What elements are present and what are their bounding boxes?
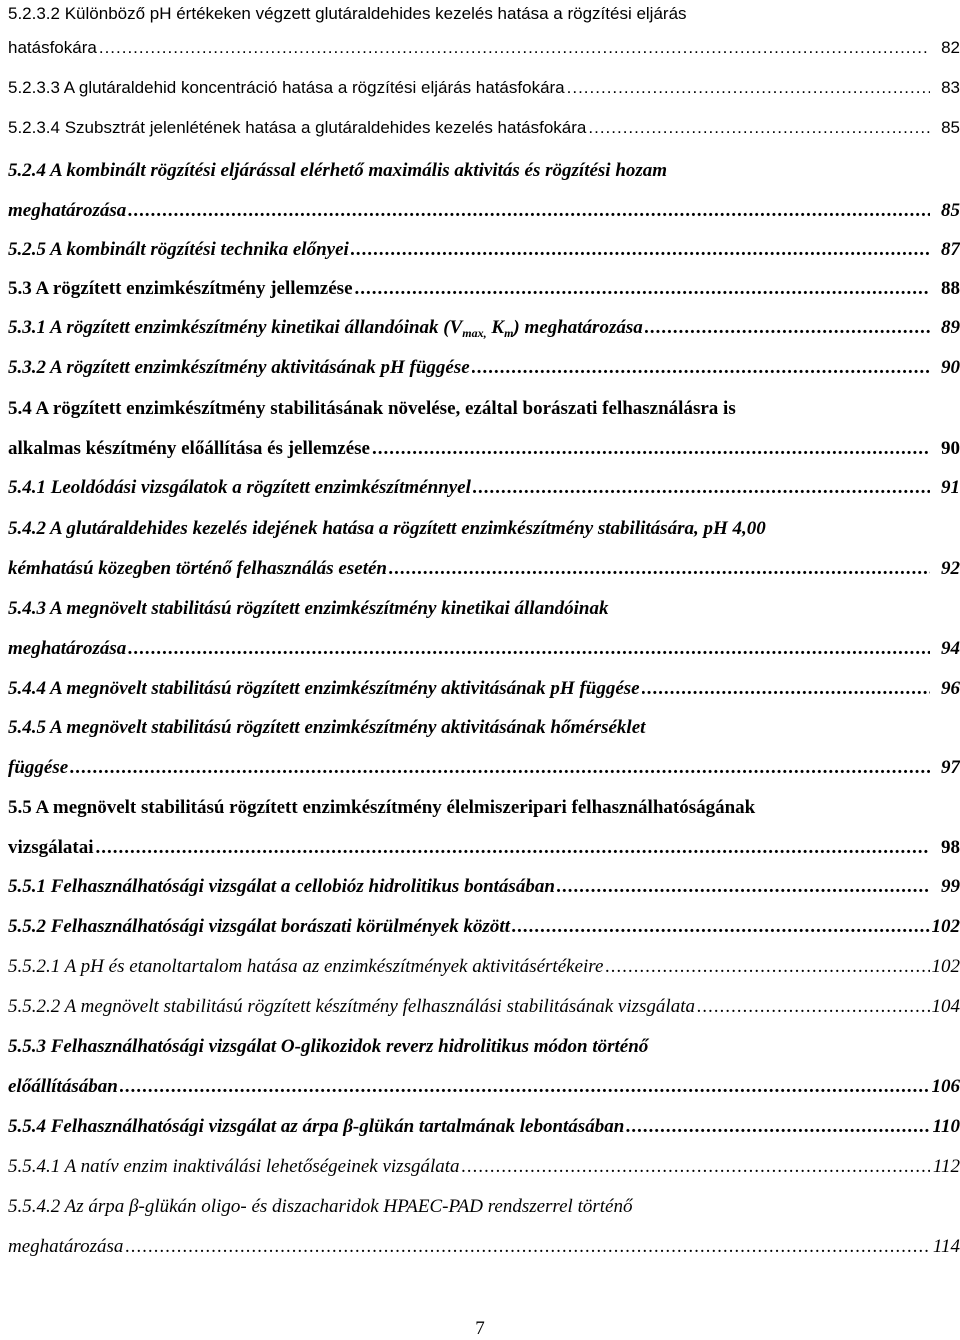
toc-entry-title: 5.2.3.2 Különböző pH értékeken végzett glutáraldehides kezelés hatása a rögzítési eljárás bbox=[8, 4, 687, 23]
toc-leader-dots bbox=[99, 34, 930, 62]
toc-entry-title-cont: kémhatású közegben történő felhasználás esetén bbox=[8, 558, 387, 579]
toc-leader-dots bbox=[372, 435, 930, 463]
toc-page-number: 102 bbox=[931, 956, 960, 977]
toc-entry-title-cont: előállításában bbox=[8, 1076, 118, 1097]
toc-page-number: 90 bbox=[941, 357, 960, 378]
toc-entry[interactable] bbox=[8, 435, 960, 463]
toc-entry[interactable] bbox=[8, 635, 960, 663]
toc-leader-dots bbox=[642, 675, 930, 703]
toc-entry-title-cont: hatásfokára bbox=[8, 38, 97, 57]
toc-entry-title: 5.4.5 A megnövelt stabilitású rögzített enzimkészítmény aktivitásának hőmérséklet bbox=[8, 717, 646, 738]
toc-entry-line bbox=[8, 395, 960, 423]
toc-leader-dots bbox=[355, 275, 930, 303]
toc-page-number: 85 bbox=[941, 118, 960, 137]
toc-entry[interactable] bbox=[8, 913, 960, 941]
toc-entry-title: 5.2.3.4 Szubsztrát jelenlétének hatása a glutáraldehides kezelés hatásfokára bbox=[8, 118, 587, 137]
toc-entry-title: 5.5.4.2 Az árpa β-glükán oligo- és diszacharidok HPAEC-PAD rendszerrel történő bbox=[8, 1196, 633, 1217]
toc-entry-line bbox=[8, 515, 960, 543]
toc-entry-title: 5.3 A rögzített enzimkészítmény jellemzése bbox=[8, 278, 353, 299]
toc-entry-title-cont: alkalmas készítmény előállítása és jellemzése bbox=[8, 438, 370, 459]
toc-leader-dots bbox=[96, 834, 931, 862]
toc-entry-title: 5.2.5 A kombinált rögzítési technika előnyei bbox=[8, 239, 349, 260]
toc-leader-dots bbox=[70, 754, 930, 782]
toc-page-number: 98 bbox=[941, 837, 960, 858]
toc-leader-dots bbox=[125, 1233, 930, 1261]
toc-leader-dots bbox=[473, 474, 930, 502]
toc-entry[interactable] bbox=[8, 1233, 960, 1261]
toc-page-number: 112 bbox=[932, 1156, 960, 1177]
toc-page-number: 87 bbox=[941, 239, 960, 260]
toc-page-number: 110 bbox=[932, 1116, 960, 1137]
toc-leader-dots bbox=[645, 314, 930, 342]
page-number: 7 bbox=[475, 1318, 485, 1339]
toc-entry-title-cont: meghatározása bbox=[8, 638, 127, 659]
toc-page-number: 89 bbox=[941, 317, 960, 338]
toc-entry-title-cont: vizsgálatai bbox=[8, 837, 94, 858]
toc-leader-dots bbox=[626, 1113, 930, 1141]
toc-entry[interactable] bbox=[8, 834, 960, 862]
toc-leader-dots bbox=[512, 913, 930, 941]
toc-leader-dots bbox=[462, 1153, 930, 1181]
toc-leader-dots bbox=[128, 197, 930, 225]
toc-page-number: 88 bbox=[941, 278, 960, 299]
toc-leader-dots bbox=[351, 236, 930, 264]
toc-entry-title: 5.2.4 A kombinált rögzítési eljárással elérhető maximális aktivitás és rögzítési hozam bbox=[8, 160, 668, 181]
toc-entry-line bbox=[8, 794, 960, 822]
toc-leader-dots bbox=[605, 953, 929, 981]
toc-page-number: 90 bbox=[941, 438, 960, 459]
toc-entry[interactable] bbox=[8, 675, 960, 703]
toc-entry[interactable] bbox=[8, 275, 960, 303]
toc-leader-dots bbox=[697, 993, 930, 1021]
toc-entry-line bbox=[8, 1033, 960, 1061]
toc-entry[interactable] bbox=[8, 236, 960, 264]
toc-entry-title: 5.5.2.2 A megnövelt stabilitású rögzített készítmény felhasználási stabilitásának vizsgálata bbox=[8, 996, 695, 1017]
toc-entry-line bbox=[8, 1193, 960, 1221]
toc-entry[interactable] bbox=[8, 993, 960, 1021]
toc-entry-title: 5.5.4.1 A natív enzim inaktiválási lehetőségeinek vizsgálata bbox=[8, 1156, 460, 1177]
toc-entry[interactable] bbox=[8, 1113, 960, 1141]
toc-page-number: 114 bbox=[932, 1236, 960, 1257]
toc-leader-dots bbox=[389, 555, 930, 583]
toc-entry[interactable] bbox=[8, 555, 960, 583]
toc-entry-title: 5.4.4 A megnövelt stabilitású rögzített enzimkészítmény aktivitásának pH függése bbox=[8, 678, 640, 699]
toc-leader-dots bbox=[120, 1073, 930, 1101]
toc-entry-title: 5.4.3 A megnövelt stabilitású rögzített enzimkészítmény kinetikai állandóinak bbox=[8, 598, 609, 619]
toc-entry-title: 5.5.1 Felhasználhatósági vizsgálat a cellobióz hidrolitikus bontásában bbox=[8, 876, 555, 897]
toc-entry-line bbox=[8, 0, 960, 28]
toc-page-number: 85 bbox=[941, 200, 960, 221]
toc-entry-title: 5.4.2 A glutáraldehides kezelés idejének hatása a rögzített enzimkészítmény stabilitására, pH 4,00 bbox=[8, 518, 766, 539]
toc-entry-title: 5.3.2 A rögzített enzimkészítmény aktivitásának pH függése bbox=[8, 357, 470, 378]
toc-entry[interactable] bbox=[8, 354, 960, 382]
toc-page-number: 92 bbox=[941, 558, 960, 579]
toc-entry[interactable] bbox=[8, 114, 960, 142]
toc-page-number: 91 bbox=[941, 477, 960, 498]
toc-leader-dots bbox=[128, 635, 930, 663]
toc-page-number: 104 bbox=[931, 996, 960, 1017]
toc-entry[interactable] bbox=[8, 474, 960, 502]
toc-page-number: 99 bbox=[941, 876, 960, 897]
toc-leader-dots bbox=[557, 873, 930, 901]
toc-leader-dots bbox=[588, 114, 930, 142]
toc-entry[interactable] bbox=[8, 1073, 960, 1101]
toc-entry-title: 5.5 A megnövelt stabilitású rögzített enzimkészítmény élelmiszeripari felhasználhatóságának bbox=[8, 797, 756, 818]
toc-entry-title-cont: meghatározása bbox=[8, 1236, 124, 1257]
toc-page-number: 106 bbox=[931, 1076, 960, 1097]
toc-entry-title: 5.5.3 Felhasználhatósági vizsgálat O-glikozidok reverz hidrolitikus módon történő bbox=[8, 1036, 649, 1057]
toc-page-number: 96 bbox=[941, 678, 960, 699]
toc-entry[interactable] bbox=[8, 754, 960, 782]
toc-entry-title: 5.5.2.1 A pH és etanoltartalom hatása az enzimkészítmények aktivitásértékeire bbox=[8, 956, 604, 977]
toc-page-number: 83 bbox=[941, 78, 960, 97]
toc-entry-title-cont: függése bbox=[8, 757, 69, 778]
toc-page-number: 94 bbox=[941, 638, 960, 659]
toc-entry-title-cont: meghatározása bbox=[8, 200, 127, 221]
toc-page-number: 102 bbox=[931, 916, 960, 937]
toc-entry[interactable] bbox=[8, 314, 960, 342]
toc-entry-title: 5.2.3.3 A glutáraldehid koncentráció hatása a rögzítési eljárás hatásfokára bbox=[8, 78, 565, 97]
toc-entry[interactable] bbox=[8, 1153, 960, 1181]
toc-entry[interactable] bbox=[8, 34, 960, 62]
toc-entry-title: 5.3.1 A rögzített enzimkészítmény kinetikai állandóinak ($V_{max,}$ $K_m$) meghatározása bbox=[8, 317, 643, 340]
toc-entry[interactable] bbox=[8, 197, 960, 225]
toc-leader-dots bbox=[472, 354, 930, 382]
toc-entry-line bbox=[8, 157, 960, 185]
toc-entry[interactable] bbox=[8, 74, 960, 102]
toc-page-number: 97 bbox=[941, 757, 960, 778]
toc-page-number: 82 bbox=[941, 38, 960, 57]
toc-entry-title: 5.4.1 Leoldódási vizsgálatok a rögzített enzimkészítménnyel bbox=[8, 477, 471, 498]
toc-entry[interactable] bbox=[8, 953, 960, 981]
toc-entry[interactable] bbox=[8, 873, 960, 901]
toc-entry-line bbox=[8, 714, 960, 742]
toc-entry-title: 5.5.2 Felhasználhatósági vizsgálat borászati körülmények között bbox=[8, 916, 510, 937]
toc-entry-title: 5.4 A rögzített enzimkészítmény stabilitásának növelése, ezáltal borászati felhasználásra is bbox=[8, 398, 736, 419]
toc-entry-line bbox=[8, 595, 960, 623]
toc-entry-title: 5.5.4 Felhasználhatósági vizsgálat az árpa β-glükán tartalmának lebontásában bbox=[8, 1116, 625, 1137]
toc-leader-dots bbox=[567, 74, 930, 102]
